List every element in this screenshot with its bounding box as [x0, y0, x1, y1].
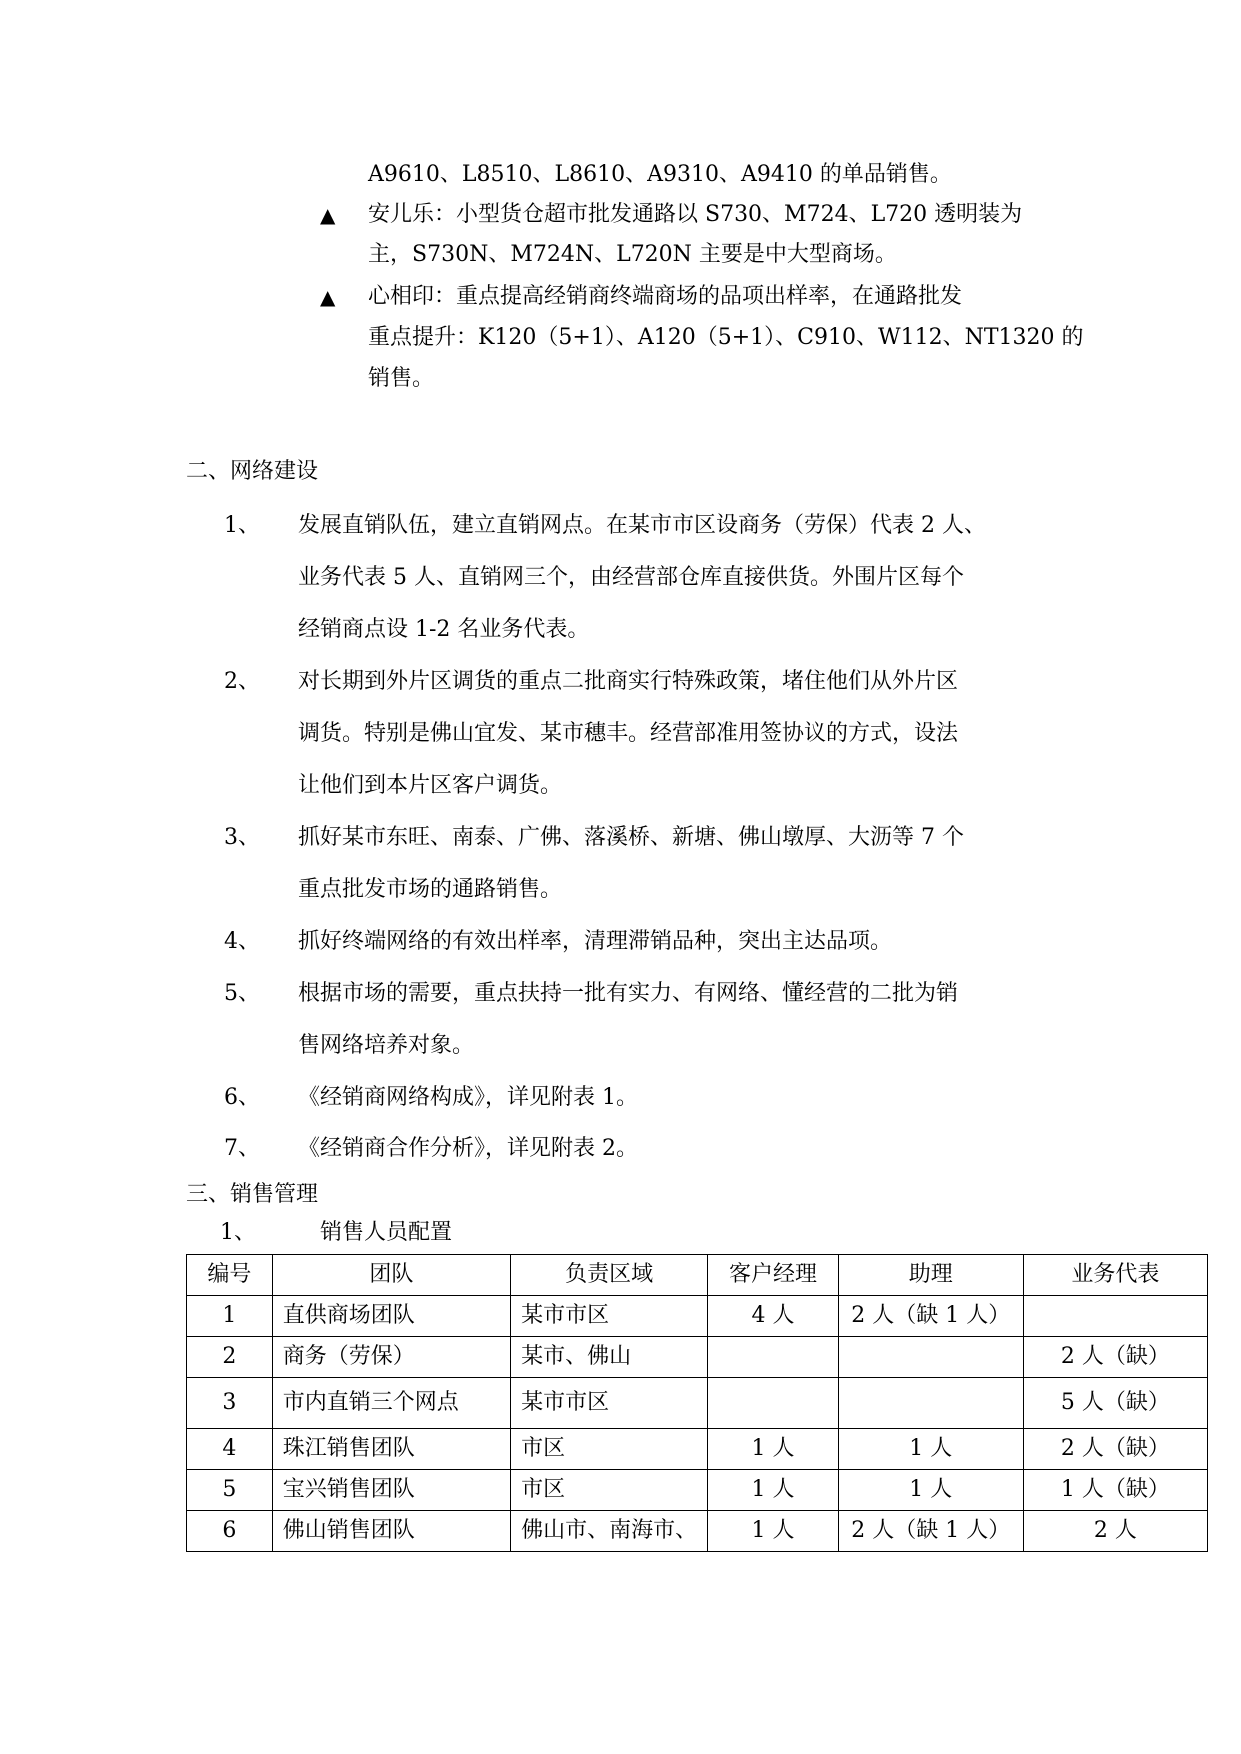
table-header-row — [187, 1255, 1208, 1296]
table-row — [187, 1296, 1208, 1337]
table-cell: 2 人 — [1023, 1511, 1207, 1552]
table-row — [187, 1429, 1208, 1470]
table-cell: 2 — [187, 1337, 273, 1378]
table-cell: 某市市区 — [511, 1378, 708, 1429]
table-cell: 佛山销售团队 — [272, 1511, 510, 1552]
table-cell: 2 人（缺 1 人） — [838, 1511, 1023, 1552]
subsection-number: 1、 — [220, 1220, 256, 1245]
bullet-line: 安儿乐：小型货仓超市批发通路以 S730、M724、L720 透明装为 — [368, 202, 1023, 227]
table-cell: 2 人（缺） — [1023, 1429, 1207, 1470]
table-cell: 宝兴销售团队 — [272, 1470, 510, 1511]
table-header-cell: 团队 — [272, 1255, 510, 1296]
table-cell: 市内直销三个网点 — [272, 1378, 510, 1429]
item-line: 让他们到本片区客户调货。 — [298, 773, 563, 798]
table-cell: 直供商场团队 — [272, 1296, 510, 1337]
bullet-line: 销售。 — [368, 366, 435, 391]
bullet-line: 心相印：重点提高经销商终端商场的品项出样率，在通路批发 — [368, 284, 963, 309]
bullet-lead-line: A9610、L8510、L8610、A9310、A9410 的单品销售。 — [368, 162, 952, 187]
table-cell: 2 人（缺） — [1023, 1337, 1207, 1378]
table-header-cell: 业务代表 — [1023, 1255, 1207, 1296]
item-line: 根据市场的需要，重点扶持一批有实力、有网络、懂经营的二批为销 — [298, 981, 959, 1006]
table-header-cell: 客户经理 — [708, 1255, 839, 1296]
table-cell — [838, 1337, 1023, 1378]
table-cell: 5 人（缺） — [1023, 1378, 1207, 1429]
table-row — [187, 1378, 1208, 1429]
table-cell: 某市市区 — [511, 1296, 708, 1337]
table-cell: 1 人 — [708, 1470, 839, 1511]
item-number: 5、 — [224, 981, 260, 1006]
section-heading-sales: 三、销售管理 — [186, 1182, 319, 1207]
item-number: 7、 — [224, 1136, 260, 1161]
table-cell: 珠江销售团队 — [272, 1429, 510, 1470]
table-cell: 1 人 — [708, 1511, 839, 1552]
table-cell: 1 人 — [838, 1429, 1023, 1470]
table-cell: 5 — [187, 1470, 273, 1511]
item-line: 《经销商网络构成》，详见附表 1。 — [298, 1085, 638, 1110]
table-cell: 1 — [187, 1296, 273, 1337]
table-cell — [708, 1337, 839, 1378]
item-line: 抓好某市东旺、南泰、广佛、落溪桥、新塘、佛山墩厚、大沥等 7 个 — [298, 825, 964, 850]
table-row — [187, 1337, 1208, 1378]
table-header-cell: 编号 — [187, 1255, 273, 1296]
triangle-bullet-icon: ▲ — [320, 203, 336, 227]
item-line: 重点批发市场的通路销售。 — [298, 877, 563, 902]
table-cell: 4 — [187, 1429, 273, 1470]
table-cell: 1 人 — [708, 1429, 839, 1470]
bullet-line: 主，S730N、M724N、L720N 主要是中大型商场。 — [368, 242, 897, 267]
item-line: 调货。特别是佛山宜发、某市穗丰。经营部准用签协议的方式，设法 — [298, 721, 959, 746]
table-cell: 商务（劳保） — [272, 1337, 510, 1378]
table-cell: 2 人（缺 1 人） — [838, 1296, 1023, 1337]
item-line: 对长期到外片区调货的重点二批商实行特殊政策，堵住他们从外片区 — [298, 669, 959, 694]
table-header-cell: 助理 — [838, 1255, 1023, 1296]
item-line: 《经销商合作分析》，详见附表 2。 — [298, 1136, 638, 1161]
table-row — [187, 1511, 1208, 1552]
subsection-title: 销售人员配置 — [320, 1220, 453, 1245]
bullet-line: 重点提升：K120（5+1）、A120（5+1）、C910、W112、NT1320 的 — [368, 325, 1084, 350]
table-cell: 某市、佛山 — [511, 1337, 708, 1378]
item-line: 经销商点设 1-2 名业务代表。 — [298, 617, 590, 642]
table-cell: 1 人 — [838, 1470, 1023, 1511]
table-cell: 3 — [187, 1378, 273, 1429]
table-cell: 1 人（缺） — [1023, 1470, 1207, 1511]
table-cell: 佛山市、南海市、 — [511, 1511, 708, 1552]
table-cell: 4 人 — [708, 1296, 839, 1337]
item-line: 售网络培养对象。 — [298, 1033, 475, 1058]
item-number: 2、 — [224, 669, 260, 694]
table-cell: 市区 — [511, 1429, 708, 1470]
item-line: 发展直销队伍，建立直销网点。在某市市区设商务（劳保）代表 2 人、 — [298, 513, 986, 538]
table-cell — [838, 1378, 1023, 1429]
item-number: 1、 — [224, 513, 260, 538]
item-line: 业务代表 5 人、直销网三个，由经营部仓库直接供货。外围片区每个 — [298, 565, 964, 590]
table-header-cell: 负责区域 — [511, 1255, 708, 1296]
table-cell: 市区 — [511, 1470, 708, 1511]
item-number: 3、 — [224, 825, 260, 850]
item-number: 6、 — [224, 1085, 260, 1110]
table-row — [187, 1470, 1208, 1511]
table-cell: 6 — [187, 1511, 273, 1552]
table-cell — [708, 1378, 839, 1429]
triangle-bullet-icon: ▲ — [320, 285, 336, 309]
item-line: 抓好终端网络的有效出样率，清理滞销品种，突出主达品项。 — [298, 929, 893, 954]
item-number: 4、 — [224, 929, 260, 954]
staff-table — [186, 1254, 1208, 1552]
section-heading-network: 二、网络建设 — [186, 459, 319, 484]
table-cell — [1023, 1296, 1207, 1337]
